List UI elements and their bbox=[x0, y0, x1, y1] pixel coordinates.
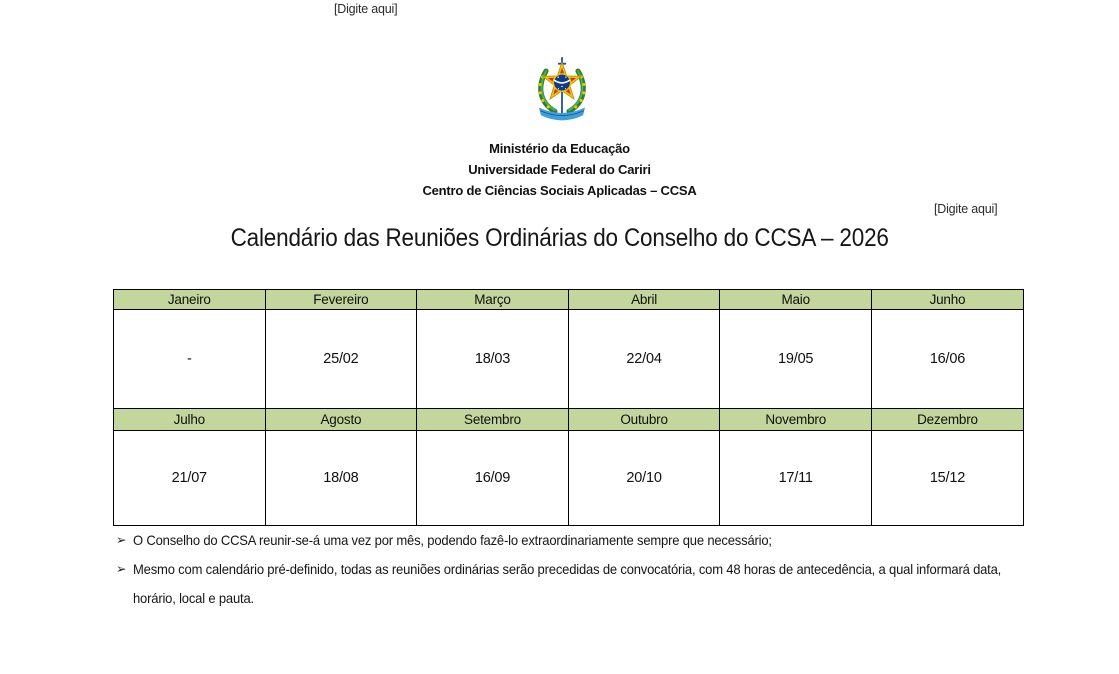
date-junho: 16/06 bbox=[871, 310, 1023, 409]
date-novembro: 17/11 bbox=[720, 431, 872, 526]
note-item-1 bbox=[116, 526, 1076, 555]
header-placeholder-top[interactable]: [Digite aqui] bbox=[334, 2, 398, 16]
month-header-janeiro: Janeiro bbox=[114, 290, 266, 310]
month-header-junho: Junho bbox=[871, 290, 1023, 310]
letterhead-ministry: Ministério da Educação bbox=[489, 141, 630, 156]
note-item-2 bbox=[116, 555, 1076, 613]
date-fevereiro: 25/02 bbox=[265, 310, 417, 409]
meetings-calendar-table bbox=[113, 289, 1024, 526]
document-title-wrap bbox=[0, 221, 1119, 255]
arrowhead-bullet-icon: ➢ bbox=[116, 562, 127, 576]
month-header-marco: Março bbox=[417, 290, 569, 310]
letterhead bbox=[0, 138, 1119, 201]
month-header-outubro: Outubro bbox=[568, 409, 720, 431]
date-setembro: 16/09 bbox=[417, 431, 569, 526]
date-marco: 18/03 bbox=[417, 310, 569, 409]
month-header-abril: Abril bbox=[568, 290, 720, 310]
month-header-setembro: Setembro bbox=[417, 409, 569, 431]
date-row-2 bbox=[114, 431, 1024, 526]
month-header-row-1 bbox=[114, 290, 1024, 310]
date-abril: 22/04 bbox=[568, 310, 720, 409]
date-row-1 bbox=[114, 310, 1024, 409]
letterhead-center: Centro de Ciências Sociais Aplicadas – CCSA bbox=[422, 183, 697, 198]
date-maio: 19/05 bbox=[720, 310, 872, 409]
month-header-maio: Maio bbox=[720, 290, 872, 310]
month-header-row-2 bbox=[114, 409, 1024, 431]
month-header-dezembro: Dezembro bbox=[871, 409, 1023, 431]
date-dezembro: 15/12 bbox=[871, 431, 1023, 526]
note-text-2: Mesmo com calendário pré-definido, todas as reuniões ordinárias serão precedidas de convocatória, com 48 horas de antecedência, a qual informará data, horário, local e pauta. bbox=[133, 561, 1002, 606]
coat-of-arms-icon bbox=[530, 47, 594, 131]
month-header-agosto: Agosto bbox=[265, 409, 417, 431]
date-agosto: 18/08 bbox=[265, 431, 417, 526]
page-title: Calendário das Reuniões Ordinárias do Conselho do CCSA – 2026 bbox=[230, 223, 889, 252]
header-placeholder-right[interactable]: [Digite aqui] bbox=[934, 202, 998, 216]
date-janeiro: - bbox=[114, 310, 266, 409]
date-julho: 21/07 bbox=[114, 431, 266, 526]
arrowhead-bullet-icon: ➢ bbox=[116, 533, 127, 547]
letterhead-university: Universidade Federal do Cariri bbox=[468, 162, 651, 177]
notes-list bbox=[116, 526, 1076, 613]
note-text-1: O Conselho do CCSA reunir-se-á uma vez por mês, podendo fazê-lo extraordinariamente sempre que necessário; bbox=[133, 532, 772, 548]
month-header-fevereiro: Fevereiro bbox=[265, 290, 417, 310]
month-header-julho: Julho bbox=[114, 409, 266, 431]
month-header-novembro: Novembro bbox=[720, 409, 872, 431]
brazil-coat-of-arms-logo bbox=[530, 47, 594, 131]
date-outubro: 20/10 bbox=[568, 431, 720, 526]
